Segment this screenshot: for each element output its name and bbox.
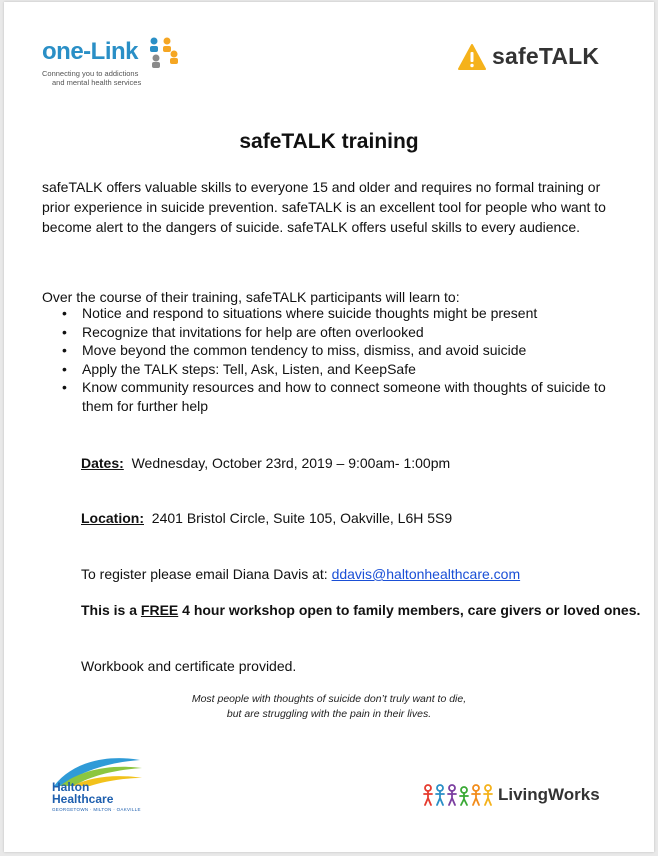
halton-line1: Halton bbox=[52, 780, 90, 794]
location-value: 2401 Bristol Circle, Suite 105, Oakville, L6H 5S9 bbox=[151, 510, 453, 526]
onelink-link: Link bbox=[90, 38, 139, 65]
quote-line2: but are struggling with the pain in their lives. bbox=[226, 707, 432, 720]
onelink-one: one- bbox=[42, 38, 91, 65]
location-line bbox=[81, 508, 452, 528]
document-page bbox=[4, 2, 654, 852]
halton-tagline: GEORGETOWN · MILTON · OAKVILLE bbox=[52, 807, 141, 812]
email-link[interactable]: ddavis@haltonhealthcare.com bbox=[331, 566, 521, 582]
onelink-tagline-line1: Connecting you to addictions bbox=[42, 69, 139, 78]
free-word: FREE bbox=[140, 602, 179, 618]
quote bbox=[4, 692, 654, 721]
intro-paragraph: safeTALK offers valuable skills to everyone 15 and older and requires no formal training or prior experience in suicide prevention. safeTALK is an excellent tool for people who want to become alert to the dangers of suicide. safeTALK offers useful skills to every audience. bbox=[42, 179, 606, 235]
list-item: • Notice and respond to situations where suicide thoughts might be present bbox=[42, 304, 622, 323]
workbook-line: Workbook and certificate provided. bbox=[81, 658, 297, 674]
onelink-tagline bbox=[42, 69, 141, 87]
learn-list bbox=[42, 304, 622, 416]
halton-line2: Healthcare bbox=[52, 792, 114, 806]
list-item: • Move beyond the common tendency to miss, dismiss, and avoid suicide bbox=[42, 341, 622, 360]
onelink-logo-text bbox=[42, 38, 138, 66]
free-workshop-line bbox=[81, 600, 640, 620]
safetalk-logo bbox=[458, 43, 599, 70]
quote-line1: Most people with thoughts of suicide don’t truly want to die, bbox=[191, 693, 467, 705]
location-label: Location: bbox=[81, 510, 144, 526]
safetalk-logo-text: safeTALK bbox=[492, 43, 600, 69]
list-item: • Recognize that invitations for help are often overlooked bbox=[42, 323, 622, 342]
register-text: To register please email Diana Davis at: bbox=[81, 566, 332, 582]
livingworks-logo-text: LivingWorks bbox=[498, 785, 600, 804]
onelink-people-icon bbox=[146, 36, 182, 70]
list-item: • Know community resources and how to connect someone with thoughts of suicide to them for further help bbox=[42, 378, 622, 415]
livingworks-logo bbox=[422, 783, 600, 807]
learn-intro: Over the course of their training, safeTALK participants will learn to: bbox=[42, 289, 460, 305]
list-item: • Apply the TALK steps: Tell, Ask, Listen, and KeepSafe bbox=[42, 360, 622, 379]
dates-value: Wednesday, October 23rd, 2019 – 9:00am- 1:00pm bbox=[131, 455, 451, 471]
onelink-tagline-line2: and mental health services bbox=[52, 78, 142, 87]
livingworks-people-icon bbox=[422, 783, 494, 807]
free-prefix: This is a bbox=[81, 602, 141, 618]
warning-triangle-icon bbox=[458, 44, 486, 70]
dates-line bbox=[81, 453, 450, 473]
free-suffix: 4 hour workshop open to family members, care givers or loved ones. bbox=[178, 602, 641, 618]
page-title: safeTALK training bbox=[239, 130, 419, 153]
register-line bbox=[81, 564, 520, 584]
halton-logo-text bbox=[52, 781, 113, 805]
dates-label: Dates: bbox=[81, 455, 124, 471]
